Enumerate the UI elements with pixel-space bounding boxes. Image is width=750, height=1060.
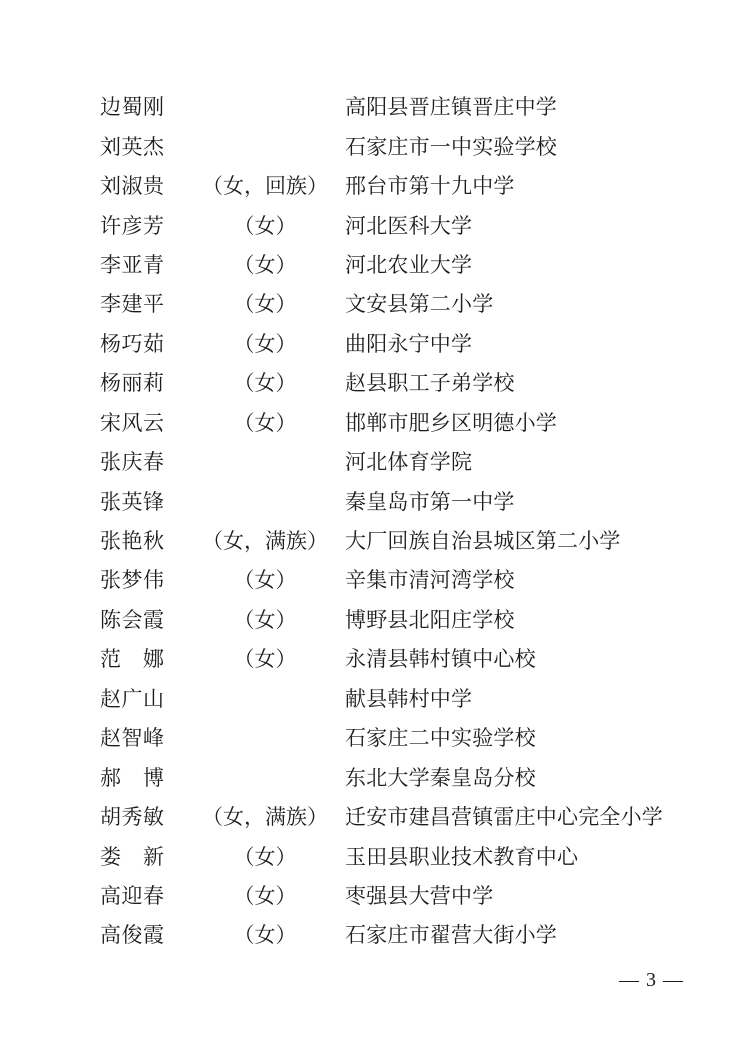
person-name: 娄 新 (100, 844, 165, 869)
school-name: 石家庄市翟营大街小学 (345, 923, 557, 948)
list-item (100, 561, 714, 600)
gender-ethnicity-annotation: （女） (233, 883, 297, 908)
gender-ethnicity-annotation: （女） (233, 923, 297, 948)
school-name: 河北农业大学 (345, 252, 473, 277)
list-item (100, 404, 714, 443)
school-name: 河北体育学院 (345, 450, 473, 475)
gender-ethnicity-annotation: （女） (233, 568, 297, 593)
list-item (100, 443, 714, 482)
list-item (100, 522, 714, 561)
person-name: 杨丽莉 (100, 371, 165, 396)
list-item (100, 206, 714, 245)
list-item (100, 680, 714, 719)
person-name: 宋风云 (100, 410, 165, 435)
gender-ethnicity-annotation: （女） (233, 647, 297, 672)
school-name: 石家庄市一中实验学校 (345, 134, 557, 159)
school-name: 枣强县大营中学 (345, 883, 494, 908)
list-item (100, 601, 714, 640)
list-item (100, 325, 714, 364)
person-name: 杨巧茹 (100, 331, 165, 356)
list-item (100, 88, 714, 127)
list-item (100, 916, 714, 955)
school-name: 赵县职工子弟学校 (345, 371, 515, 396)
person-name: 赵智峰 (100, 726, 165, 751)
school-name: 迁安市建昌营镇雷庄中心完全小学 (345, 805, 663, 830)
list-item (100, 285, 714, 324)
school-name: 曲阳永宁中学 (345, 331, 473, 356)
person-name: 李亚青 (100, 252, 165, 277)
school-name: 邢台市第十九中学 (345, 174, 515, 199)
person-name: 赵广山 (100, 686, 165, 711)
gender-ethnicity-annotation: （女） (233, 252, 297, 277)
list-item (100, 246, 714, 285)
gender-ethnicity-annotation: （女） (233, 213, 297, 238)
person-name: 范 娜 (100, 647, 165, 672)
list-item (100, 877, 714, 916)
list-item (100, 719, 714, 758)
school-name: 玉田县职业技术教育中心 (345, 844, 579, 869)
gender-ethnicity-annotation: （女） (233, 331, 297, 356)
gender-ethnicity-annotation: （女，满族） (202, 805, 328, 830)
school-name: 秦皇岛市第一中学 (345, 489, 515, 514)
school-name: 大厂回族自治县城区第二小学 (345, 529, 621, 554)
person-name: 郝 博 (100, 765, 165, 790)
school-name: 东北大学秦皇岛分校 (345, 765, 536, 790)
person-name: 张梦伟 (100, 568, 165, 593)
person-name: 刘英杰 (100, 134, 165, 159)
school-name: 石家庄二中实验学校 (345, 726, 536, 751)
list-item (100, 798, 714, 837)
person-name: 张庆春 (100, 450, 165, 475)
list-item (100, 482, 714, 521)
awardee-list (100, 88, 714, 956)
gender-ethnicity-annotation: （女） (233, 844, 297, 869)
school-name: 高阳县晋庄镇晋庄中学 (345, 95, 557, 120)
gender-ethnicity-annotation: （女，回族） (202, 174, 328, 199)
list-item (100, 167, 714, 206)
school-name: 河北医科大学 (345, 213, 473, 238)
person-name: 陈会霞 (100, 607, 165, 632)
list-item (100, 127, 714, 166)
list-item (100, 837, 714, 876)
person-name: 许彦芳 (100, 213, 165, 238)
school-name: 邯郸市肥乡区明德小学 (345, 410, 557, 435)
gender-ethnicity-annotation: （女） (233, 292, 297, 317)
person-name: 高迎春 (100, 883, 165, 908)
gender-ethnicity-annotation: （女） (233, 371, 297, 396)
school-name: 献县韩村中学 (345, 686, 473, 711)
person-name: 高俊霞 (100, 923, 165, 948)
person-name: 胡秀敏 (100, 805, 165, 830)
list-item (100, 640, 714, 679)
school-name: 文安县第二小学 (345, 292, 494, 317)
school-name: 辛集市清河湾学校 (345, 568, 515, 593)
page-number: — 3 — (619, 969, 684, 991)
list-item (100, 364, 714, 403)
person-name: 刘淑贵 (100, 174, 165, 199)
person-name: 边蜀刚 (100, 95, 165, 120)
person-name: 李建平 (100, 292, 165, 317)
list-item (100, 758, 714, 797)
gender-ethnicity-annotation: （女，满族） (202, 529, 328, 554)
school-name: 永清县韩村镇中心校 (345, 647, 536, 672)
person-name: 张英锋 (100, 489, 165, 514)
school-name: 博野县北阳庄学校 (345, 607, 515, 632)
gender-ethnicity-annotation: （女） (233, 607, 297, 632)
person-name: 张艳秋 (100, 529, 165, 554)
gender-ethnicity-annotation: （女） (233, 410, 297, 435)
